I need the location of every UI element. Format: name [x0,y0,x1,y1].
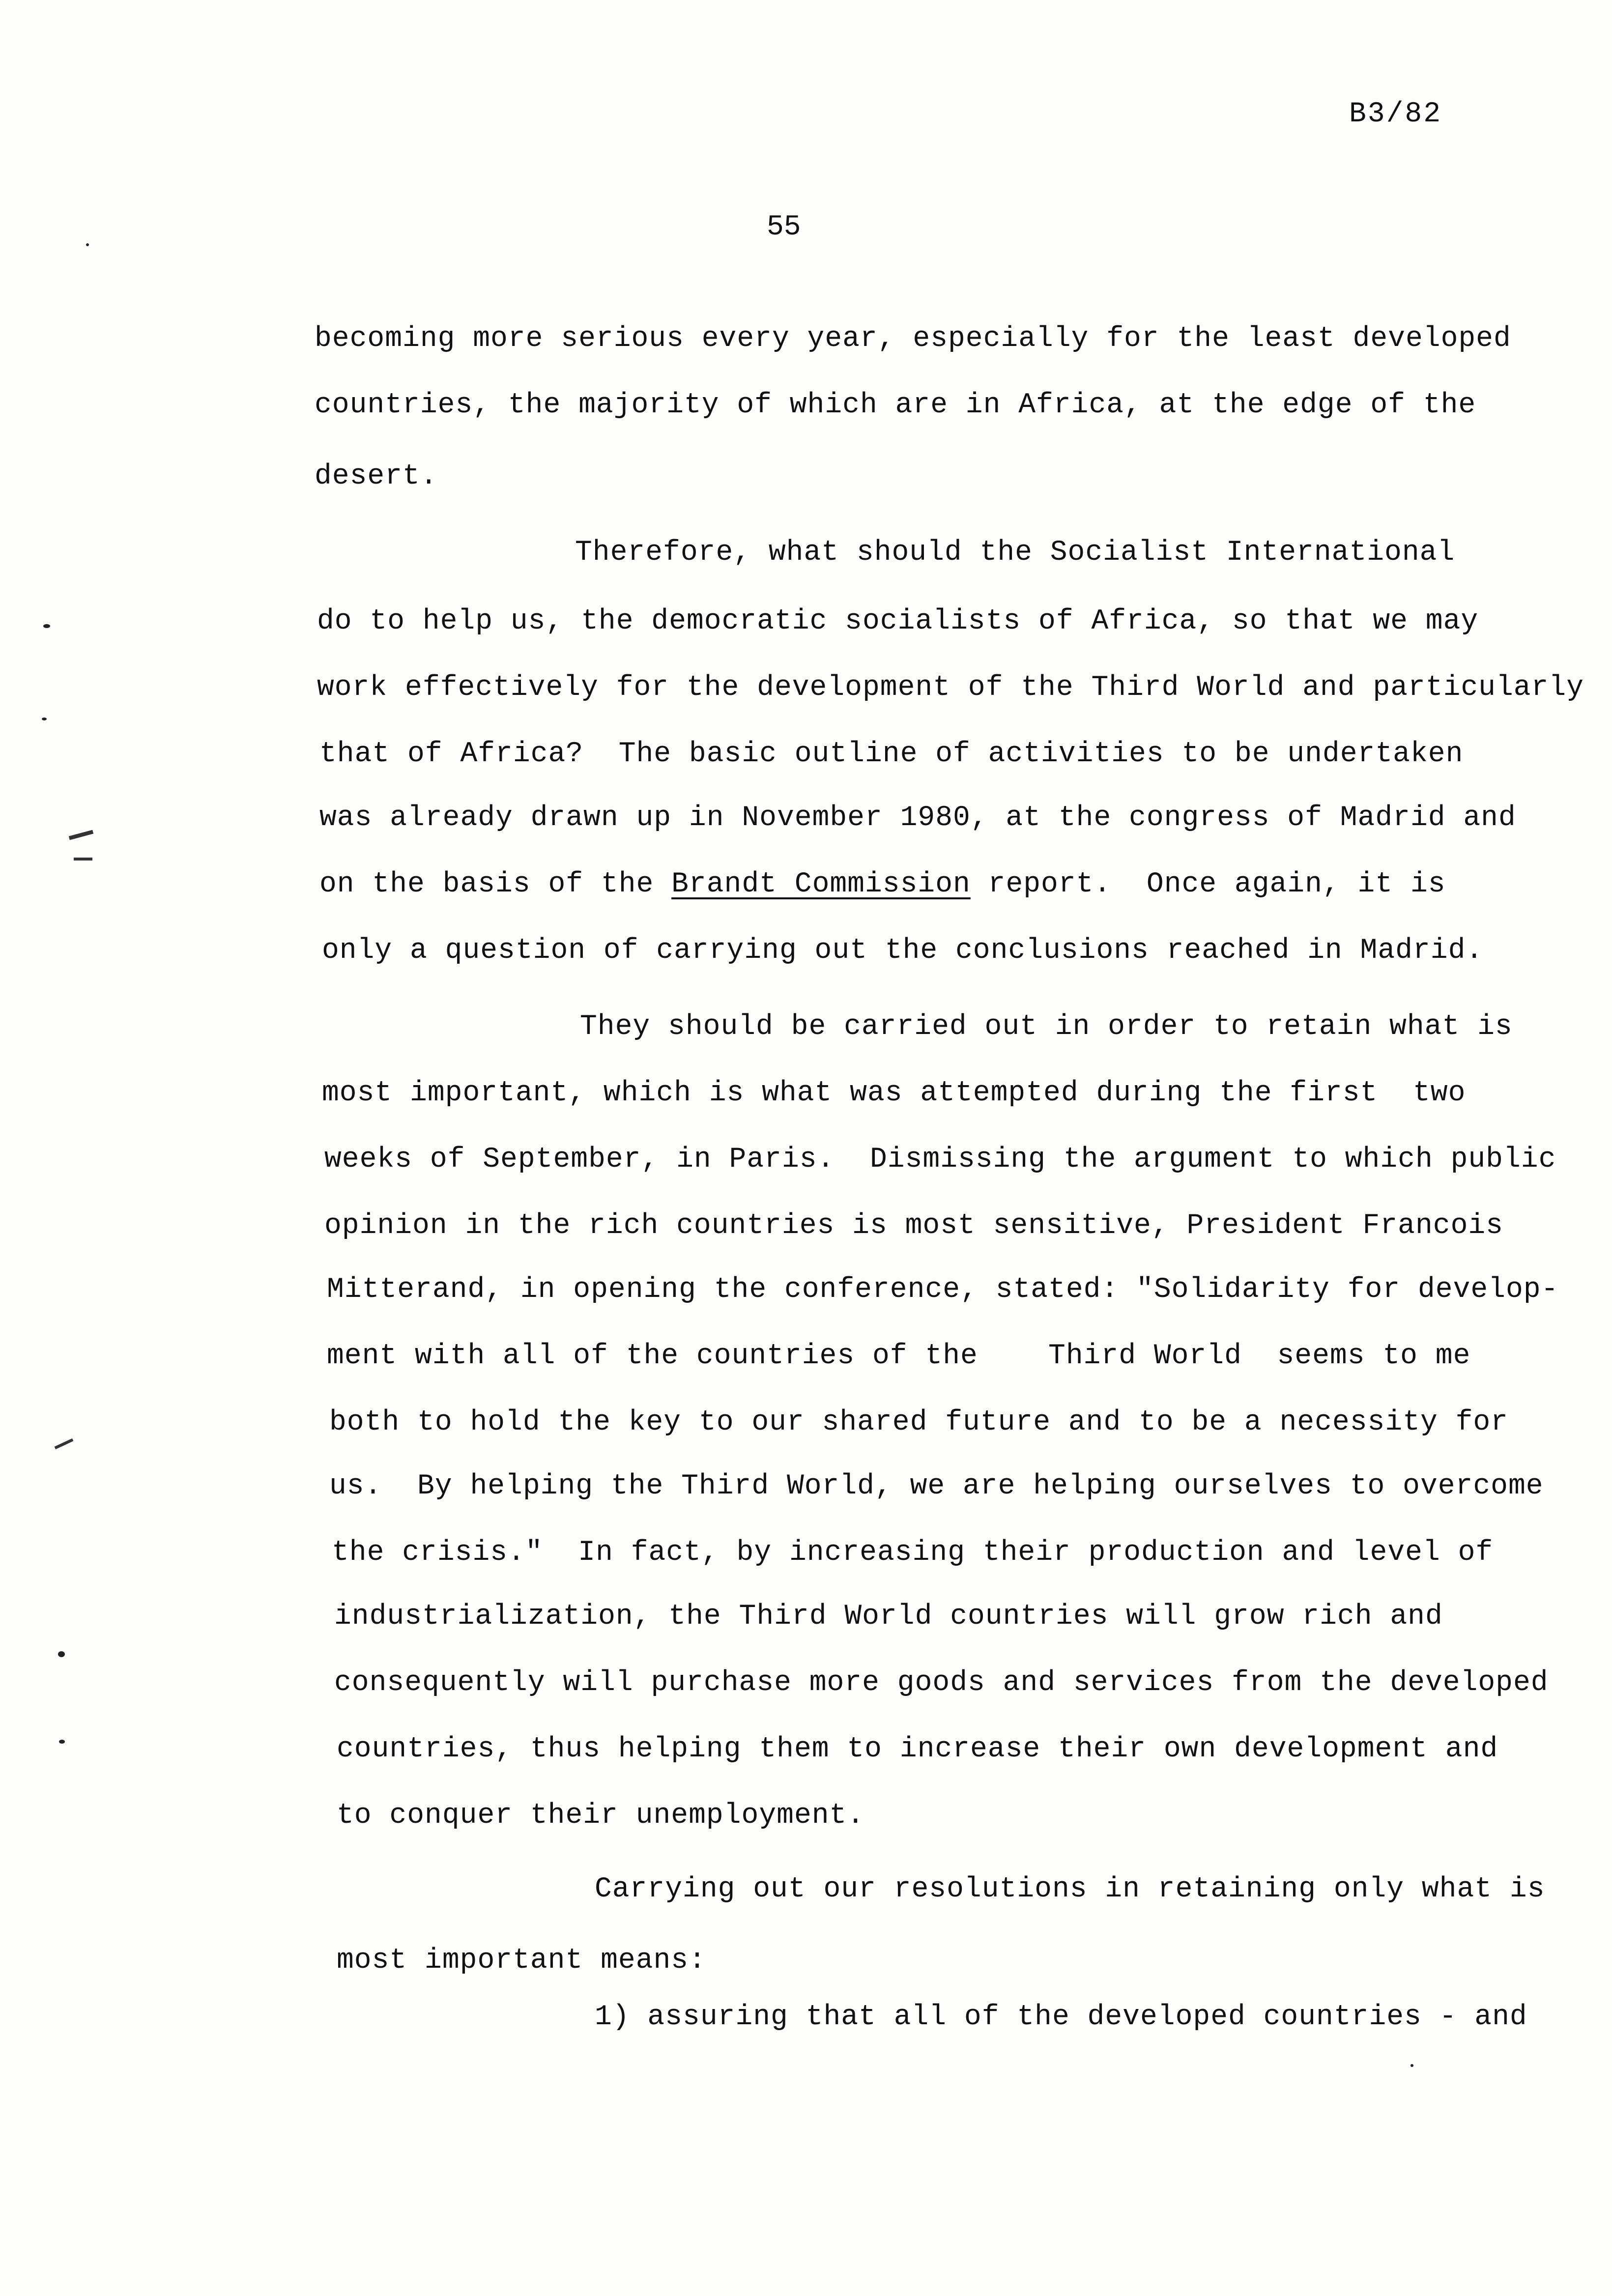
text-line: 1) assuring that all of the developed countries - and [595,2001,1527,2033]
scan-speck [42,718,47,720]
text-line: work effectively for the development of the Third World and particularly [317,672,1584,704]
scan-mark [74,858,92,861]
text-line: that of Africa? The basic outline of activities to be undertaken [319,738,1464,770]
text-line: only a question of carrying out the conclusions reached in Madrid. [322,935,1484,967]
scan-mark [69,830,93,840]
text-line: the crisis." In fact, by increasing their production and level of [332,1537,1494,1569]
text-line: Mitterand, in opening the conference, stated: "Solidarity for develop- [327,1274,1559,1306]
text-line: opinion in the rich countries is most sensitive, President Francois [324,1210,1503,1242]
document-reference: B3/82 [1349,98,1442,130]
text-line: ment with all of the countries of the Third World seems to me [327,1340,1471,1372]
scan-speck [86,243,89,246]
text-line: Carrying out our resolutions in retaining only what is [595,1873,1545,1905]
text-segment: on the basis of the [319,868,672,900]
scan-speck [1410,2064,1413,2067]
text-line: was already drawn up in November 1980, at the congress of Madrid and [319,802,1516,834]
text-segment: report. Once again, it is [988,868,1446,900]
scan-speck [58,1651,65,1657]
text-line: countries, thus helping them to increase their own development and [337,1733,1498,1765]
brandt-commission-title: Brandt Commission [671,868,971,900]
page-number: 55 [767,211,801,243]
text-line: to conquer their unemployment. [337,1800,865,1832]
text-line: most important, which is what was attempted during the first two [322,1077,1466,1109]
text-line: most important means: [337,1945,706,1977]
text-line: desert. [315,460,438,492]
text-line: Therefore, what should the Socialist International [575,537,1455,569]
text-line-brandt [319,867,1446,902]
text-line: both to hold the key to our shared future and to be a necessity for [329,1406,1508,1438]
text-line: us. By helping the Third World, we are helping ourselves to overcome [329,1470,1544,1502]
text-line: consequently will purchase more goods and services from the developed [334,1667,1549,1699]
scan-speck [59,1740,65,1744]
text-line: countries, the majority of which are in Africa, at the edge of the [315,389,1476,421]
text-line: weeks of September, in Paris. Dismissing the argument to which public [324,1144,1556,1176]
text-line: do to help us, the democratic socialists of Africa, so that we may [317,605,1479,637]
text-line: becoming more serious every year, especially for the least developed [315,323,1511,355]
text-line: industrialization, the Third World countries will grow rich and [334,1601,1443,1633]
scan-mark [55,1438,74,1449]
scan-speck [43,624,50,628]
text-line: They should be carried out in order to retain what is [580,1011,1513,1043]
